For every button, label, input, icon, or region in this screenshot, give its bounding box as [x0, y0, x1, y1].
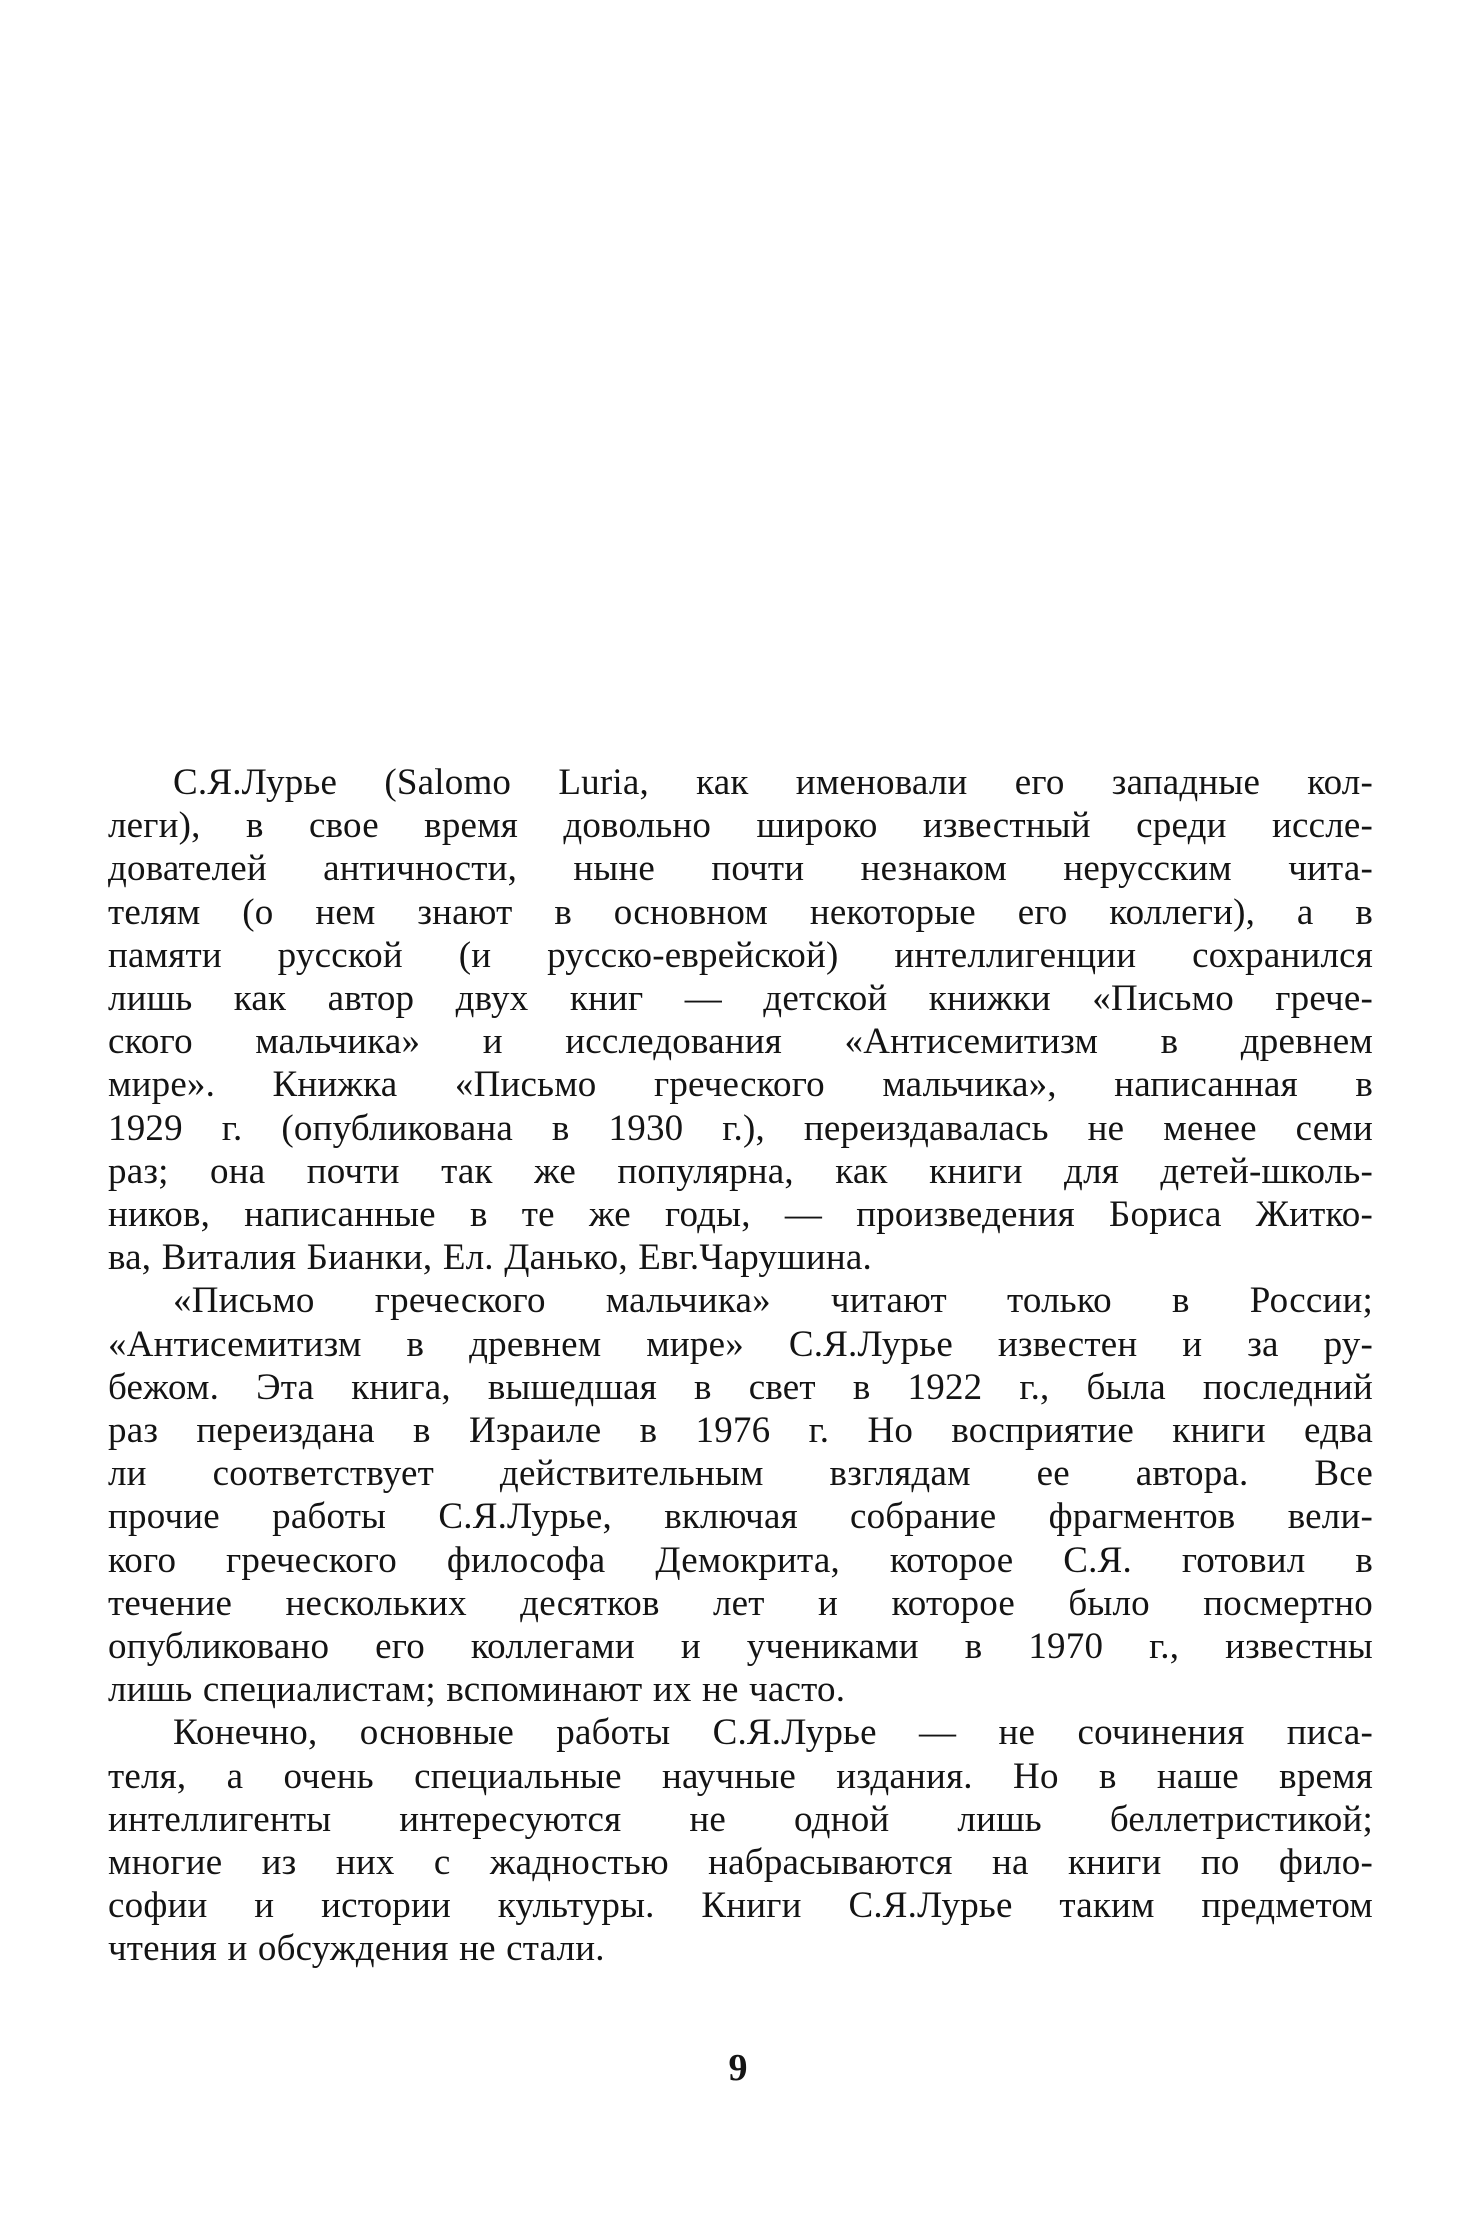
- text-line: многие из них с жадностью набрасываются на книги по фило-: [108, 1842, 1373, 1884]
- text-line: ли соответствует действительным взглядам ее автора. Все: [108, 1453, 1373, 1495]
- text-line: Конечно, основные работы С.Я.Лурье — не сочинения писа-: [173, 1712, 1373, 1754]
- page-number: 9: [728, 2047, 748, 2089]
- text-line: С.Я.Лурье (Salomo Luria, как именовали его западные кол-: [173, 762, 1373, 803]
- text-line: памяти русской (и русско-еврейской) интеллигенции сохранился: [108, 934, 1373, 976]
- paragraph-2: [108, 1279, 1373, 1711]
- text-line: лишь как автор двух книг — детской книжки «Письмо грече-: [108, 978, 1373, 1020]
- text-line: опубликовано его коллегами и учениками в 1970 г., известны: [108, 1626, 1373, 1668]
- text-line: прочие работы С.Я.Лурье, включая собрание фрагментов вели-: [108, 1496, 1373, 1538]
- paragraph-1: [108, 761, 1373, 1279]
- text-line: кого греческого философа Демокрита, которое С.Я. готовил в: [108, 1539, 1373, 1581]
- text-line: раз переиздана в Израиле в 1976 г. Но восприятие книги едва: [108, 1410, 1373, 1452]
- text-line: раз; она почти так же популярна, как книги для детей-школь-: [108, 1150, 1373, 1192]
- text-line: теля, а очень специальные научные издания. Но в наше время: [108, 1755, 1373, 1797]
- text-line: интеллигенты интересуются не одной лишь беллетристикой;: [108, 1798, 1373, 1840]
- text-line: дователей античности, ныне почти незнаком нерусским чита-: [108, 848, 1373, 890]
- paragraph-3: [108, 1711, 1373, 1970]
- text-line: «Письмо греческого мальчика» читают только в России;: [173, 1280, 1373, 1322]
- text-line: «Антисемитизм в древнем мире» С.Я.Лурье известен и за ру-: [108, 1323, 1373, 1365]
- text-line: лишь специалистам; вспоминают их не часто.: [108, 1669, 846, 1711]
- text-line: ва, Виталия Бианки, Ел. Данько, Евг.Чарушина.: [108, 1237, 872, 1279]
- text-line: бежом. Эта книга, вышедшая в свет в 1922 г., была последний: [108, 1366, 1373, 1408]
- text-line: телям (о нем знают в основном некоторые его коллеги), а в: [108, 891, 1373, 933]
- text-line: 1929 г. (опубликована в 1930 г.), переиздавалась не менее семи: [108, 1107, 1373, 1149]
- text-line: мире». Книжка «Письмо греческого мальчика», написанная в: [108, 1064, 1373, 1106]
- text-line: течение нескольких десятков лет и которое было посмертно: [108, 1582, 1373, 1624]
- text-line: чтения и обсуждения не стали.: [108, 1928, 605, 1970]
- text-line: леги), в свое время довольно широко известный среди иссле-: [108, 805, 1373, 847]
- text-line: софии и истории культуры. Книги С.Я.Лурье таким предметом: [108, 1885, 1373, 1927]
- body-text: [108, 761, 1373, 1971]
- text-line: ского мальчика» и исследования «Антисемитизм в древнем: [108, 1021, 1373, 1063]
- text-line: ников, написанные в те же годы, — произведения Бориса Житко-: [108, 1194, 1373, 1236]
